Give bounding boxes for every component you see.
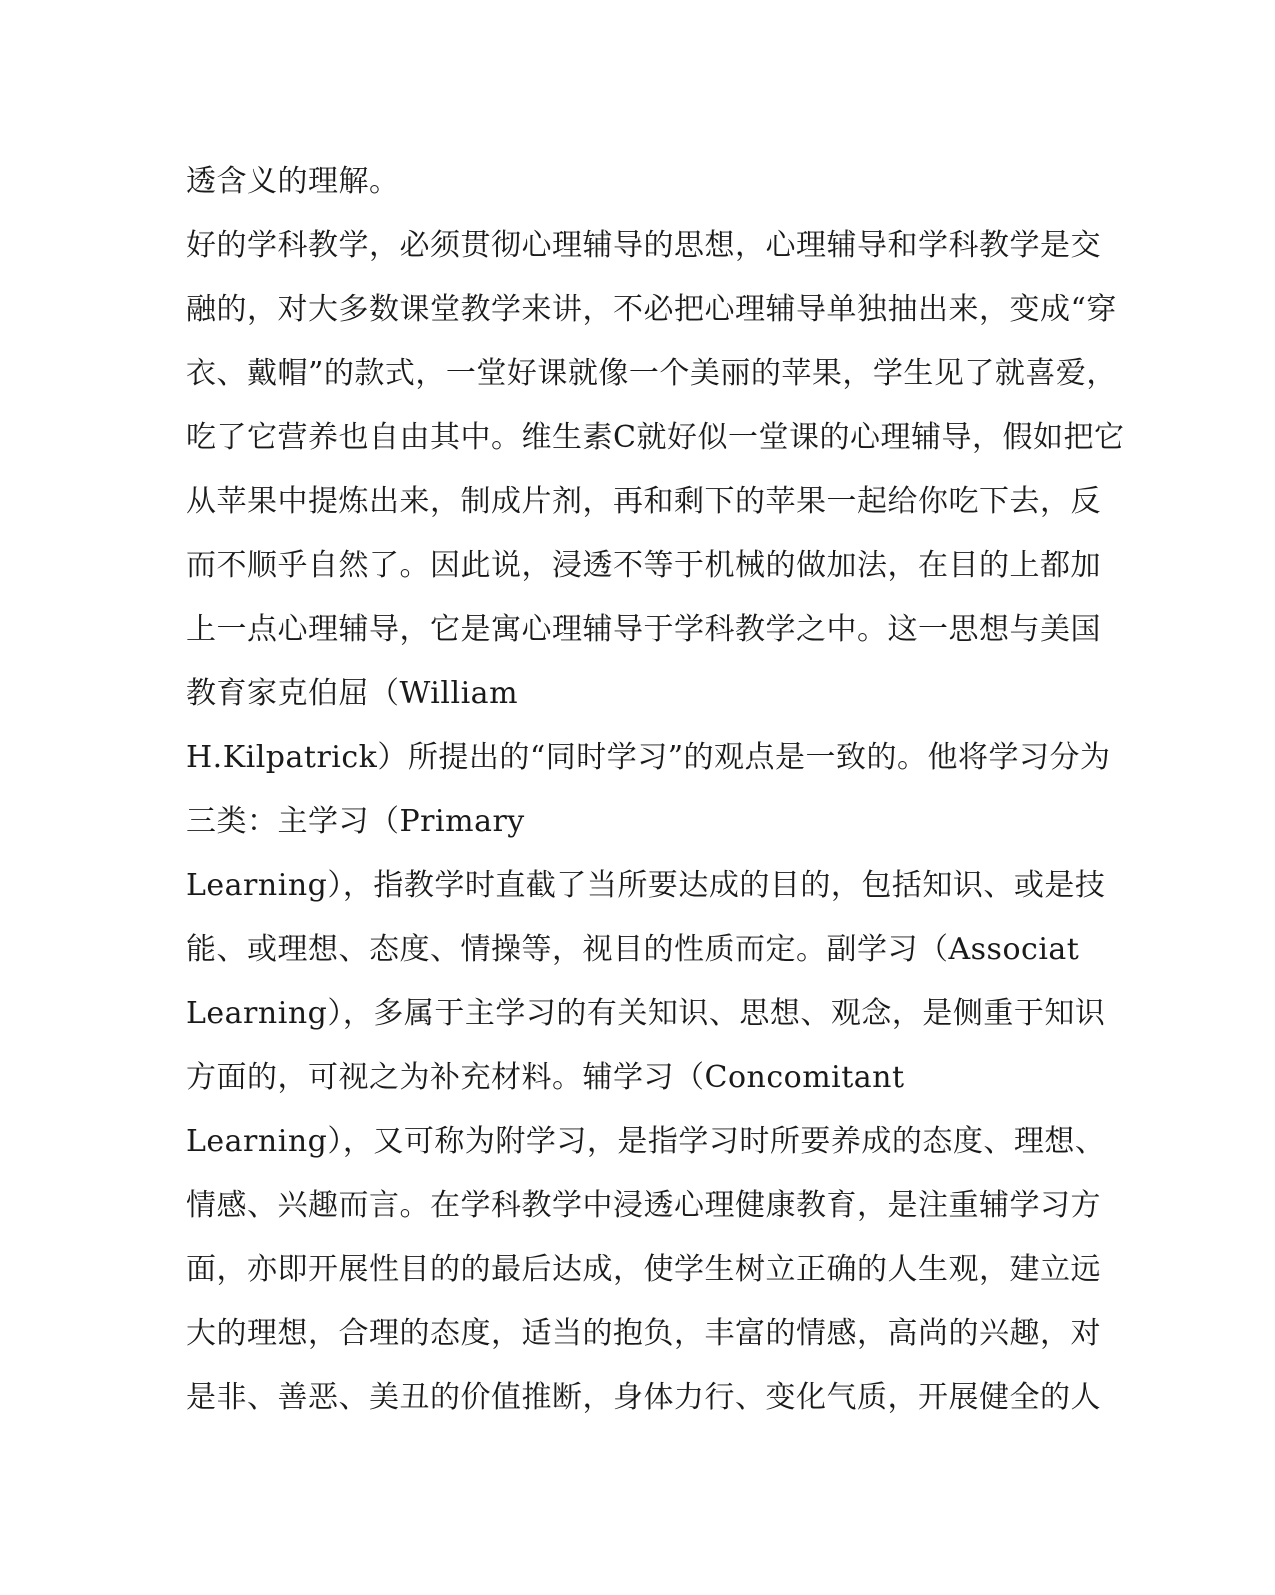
text-line: 面，亦即开展性目的的最后达成，使学生树立正确的人生观，建立远 [186, 1252, 1101, 1287]
text-line: 融的，对大多数课堂教学来讲，不必把心理辅导单独抽出来，变成“穿 [186, 292, 1117, 327]
text-line: Learning），指教学时直截了当所要达成的目的，包括知识、或是技 [186, 868, 1106, 903]
body-text [186, 150, 1125, 1430]
text-line: 三类：主学习（Primary [186, 804, 525, 839]
text-line: 好的学科教学，必须贯彻心理辅导的思想，心理辅导和学科教学是交 [186, 228, 1101, 263]
text-line: H.Kilpatrick）所提出的“同时学习”的观点是一致的。他将学习分为 [186, 740, 1111, 775]
text-line: 衣、戴帽”的款式，一堂好课就像一个美丽的苹果，学生见了就喜爱， [186, 356, 1117, 391]
text-line: 而不顺乎自然了。因此说，浸透不等于机械的做加法，在目的上都加 [186, 548, 1101, 583]
text-line: 透含义的理解。 [186, 164, 400, 199]
text-line: Learning），多属于主学习的有关知识、思想、观念，是侧重于知识 [186, 996, 1106, 1031]
text-line: Learning），又可称为附学习，是指学习时所要养成的态度、理想、 [186, 1124, 1106, 1159]
text-line: 吃了它营养也自由其中。维生素C就好似一堂课的心理辅导，假如把它 [186, 420, 1125, 455]
text-line: 情感、兴趣而言。在学科教学中浸透心理健康教育，是注重辅学习方 [186, 1188, 1101, 1223]
text-line: 大的理想，合理的态度，适当的抱负，丰富的情感，高尚的兴趣，对 [186, 1316, 1101, 1351]
text-line: 从苹果中提炼出来，制成片剂，再和剩下的苹果一起给你吃下去，反 [186, 484, 1101, 519]
text-line: 能、或理想、态度、情操等，视目的性质而定。副学习（Associat [186, 932, 1080, 967]
text-line: 教育家克伯屈（William [186, 676, 519, 711]
text-line: 上一点心理辅导，它是寓心理辅导于学科教学之中。这一思想与美国 [186, 612, 1101, 647]
text-line: 是非、善恶、美丑的价值推断，身体力行、变化气质，开展健全的人 [186, 1380, 1101, 1415]
text-line: 方面的，可视之为补充材料。辅学习（Concomitant [186, 1060, 905, 1095]
